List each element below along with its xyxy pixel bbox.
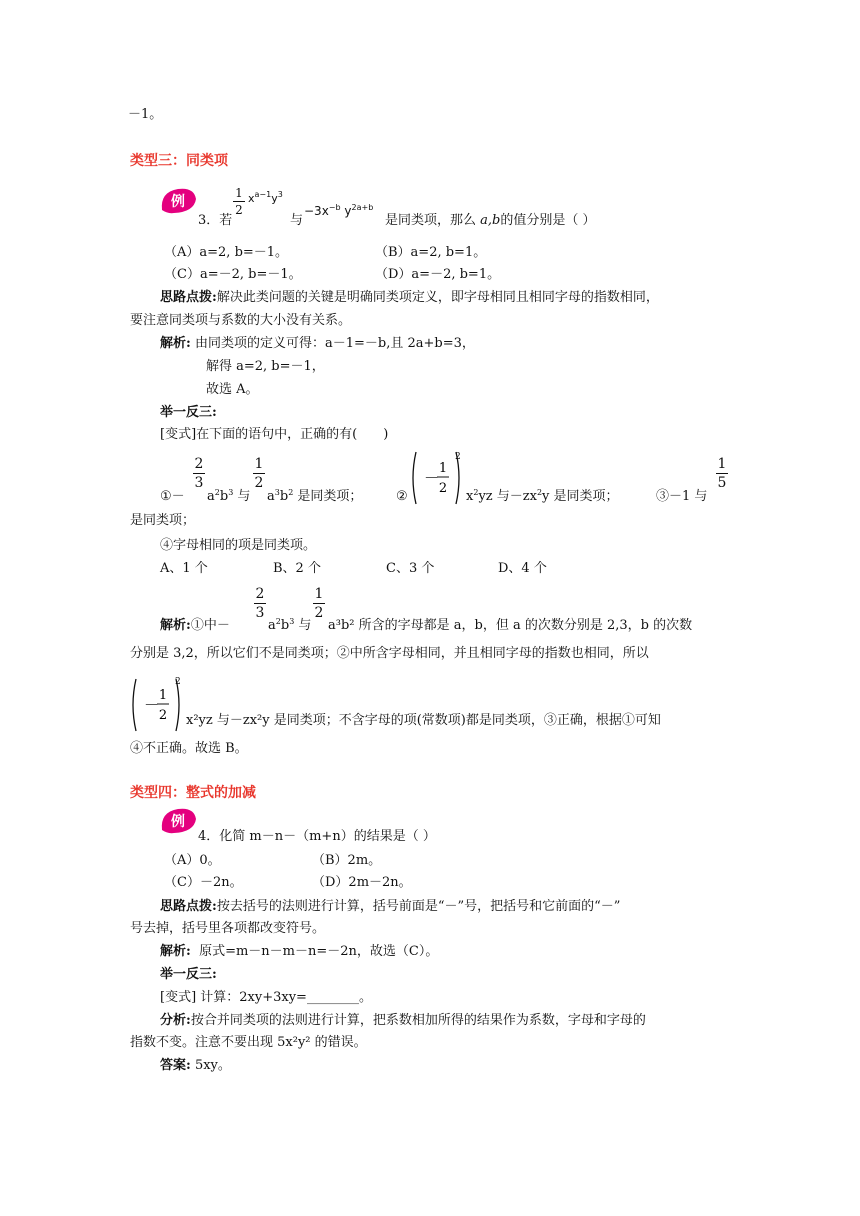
analysis-term1: $a^2b^3$ 与 bbox=[268, 617, 312, 633]
q4-option-a: （A）0。 bbox=[164, 853, 221, 868]
q4-variant-question: [变式] 计算：2xy+3xy=________。 bbox=[160, 990, 372, 1005]
q3-solution-line2: 解得 a=2, b=－1， bbox=[206, 359, 325, 374]
choice-d: D、4 个 bbox=[498, 561, 547, 576]
q3-term2: $-3x^{-b}$ $y^{2a+b}$ bbox=[304, 203, 374, 218]
v3-fraction: 1 5 bbox=[717, 456, 727, 491]
analysis-exponent: 2 bbox=[175, 677, 181, 687]
analysis-line1-end: a³b² 所含的字母都是 a，b，但 a 的次数分别是 2,3，b 的次数 bbox=[328, 618, 693, 633]
example-badge-label: 例 bbox=[171, 814, 185, 830]
v1-prefix: ①－ bbox=[160, 489, 185, 504]
v3-continuation: 是同类项； bbox=[130, 513, 196, 528]
q3-frac-num: 1 bbox=[235, 186, 243, 200]
q3-drill-label: 举一反三: bbox=[160, 405, 217, 420]
analysis-line4: ④不正确。故选 B。 bbox=[130, 741, 248, 756]
q4-option-d: （D）2m－2n。 bbox=[312, 875, 412, 890]
q3-option-c: （C）a=－2, b=－1。 bbox=[164, 267, 302, 282]
v3-prefix: ③－1 与 bbox=[656, 489, 708, 504]
svg-text:1: 1 bbox=[438, 461, 448, 476]
v1-term1: $a^2b^3$ 与 bbox=[207, 488, 251, 504]
example-badge-icon bbox=[158, 186, 198, 220]
v2-term: $x^2yz$ 与$-zx^2y$ 是同类项； bbox=[466, 488, 619, 504]
q3-hint-line2: 要注意同类项与系数的大小没有关系。 bbox=[130, 313, 352, 328]
analysis-fraction1: 2 3 bbox=[255, 586, 265, 621]
analysis-line2: 分别是 3,2，所以它们不是同类项；②中所含字母相同，并且相同字母的指数也相同，所以 bbox=[130, 646, 649, 661]
section4-heading: 类型四：整式的加减 bbox=[130, 785, 256, 801]
q4-solution: 解析: 原式=m－n－m－n=－2n，故选（C）。 bbox=[160, 944, 439, 959]
q4-option-b: （B）2m。 bbox=[312, 853, 382, 868]
q3-frac-den: 2 bbox=[235, 203, 243, 217]
q3-solution-line3: 故选 A。 bbox=[206, 382, 259, 397]
intro-tail: －1。 bbox=[128, 107, 163, 122]
q4-hint-line2: 号去掉，括号里各项都改变符号。 bbox=[130, 921, 326, 936]
v2-exponent: 2 bbox=[455, 452, 461, 462]
example-badge-label: 例 bbox=[171, 194, 185, 210]
q3-option-b: （B）a=2, b=1。 bbox=[375, 245, 487, 260]
q3-variant-question: [变式]在下面的语句中，正确的有( ) bbox=[160, 427, 389, 442]
q3-option-d: （D）a=－2, b=1。 bbox=[375, 267, 501, 282]
svg-text:2: 2 bbox=[438, 481, 448, 496]
q3-fraction bbox=[233, 186, 245, 217]
svg-text:－: － bbox=[424, 469, 440, 487]
q4-hint-line1: 思路点拨:按去括号的法则进行计算，括号前面是“－”号，把括号和它前面的“－” bbox=[160, 899, 621, 914]
choice-b: B、2 个 bbox=[273, 561, 321, 576]
q4-question: 4．化简 m－n－（m+n）的结果是（ ） bbox=[198, 829, 436, 844]
q3-term1: $x^{a-1}y^3$ bbox=[248, 190, 283, 205]
svg-text:1: 1 bbox=[158, 688, 168, 703]
q4-option-c: （C）－2n。 bbox=[164, 875, 243, 890]
v1-fraction1: 2 3 bbox=[194, 456, 204, 491]
v2-prefix: ② bbox=[396, 489, 408, 504]
q3-solution-line1: 解析: 由同类项的定义可得：a－1=－b,且 2a+b=3， bbox=[160, 336, 475, 351]
svg-text:－: － bbox=[144, 696, 160, 714]
analysis-line3: x²yz 与－zx²y 是同类项；不含字母的项(常数项)都是同类项，③正确，根据①可知 bbox=[186, 713, 661, 728]
q4-answer: 答案: 5xy。 bbox=[160, 1058, 231, 1073]
v1-term2: $a^3b^2$ 是同类项； bbox=[267, 488, 363, 504]
q4-analysis-line1: 分析:按合并同类项的法则进行计算，把系数相加所得的结果作为系数，字母和字母的 bbox=[160, 1013, 646, 1028]
example-badge-icon bbox=[158, 806, 198, 840]
section3-heading: 类型三：同类项 bbox=[130, 153, 228, 169]
q3-post: 是同类项，那么 a,b的值分别是（ ） bbox=[385, 213, 596, 228]
q3-option-a: （A）a=2, b=－1。 bbox=[164, 245, 289, 260]
q3-hint-line1: 思路点拨:解决此类问题的关键是明确同类项定义，即字母相同且相同字母的指数相同， bbox=[160, 290, 659, 305]
q4-analysis-line2: 指数不变。注意不要出现 5x²y² 的错误。 bbox=[130, 1035, 367, 1050]
choice-c: C、3 个 bbox=[386, 561, 435, 576]
analysis-fraction2: 1 2 bbox=[314, 586, 324, 621]
svg-text:2: 2 bbox=[158, 708, 168, 723]
choice-a: A、1 个 bbox=[160, 561, 208, 576]
v4-statement: ④字母相同的项是同类项。 bbox=[160, 538, 317, 553]
analysis-line1-start: 解析:①中－ bbox=[160, 618, 230, 633]
q4-drill-label: 举一反三: bbox=[160, 967, 217, 982]
v1-fraction2: 1 2 bbox=[254, 456, 264, 491]
q3-prefix: 3．若 bbox=[198, 213, 233, 228]
q3-mid: 与 bbox=[290, 213, 304, 228]
